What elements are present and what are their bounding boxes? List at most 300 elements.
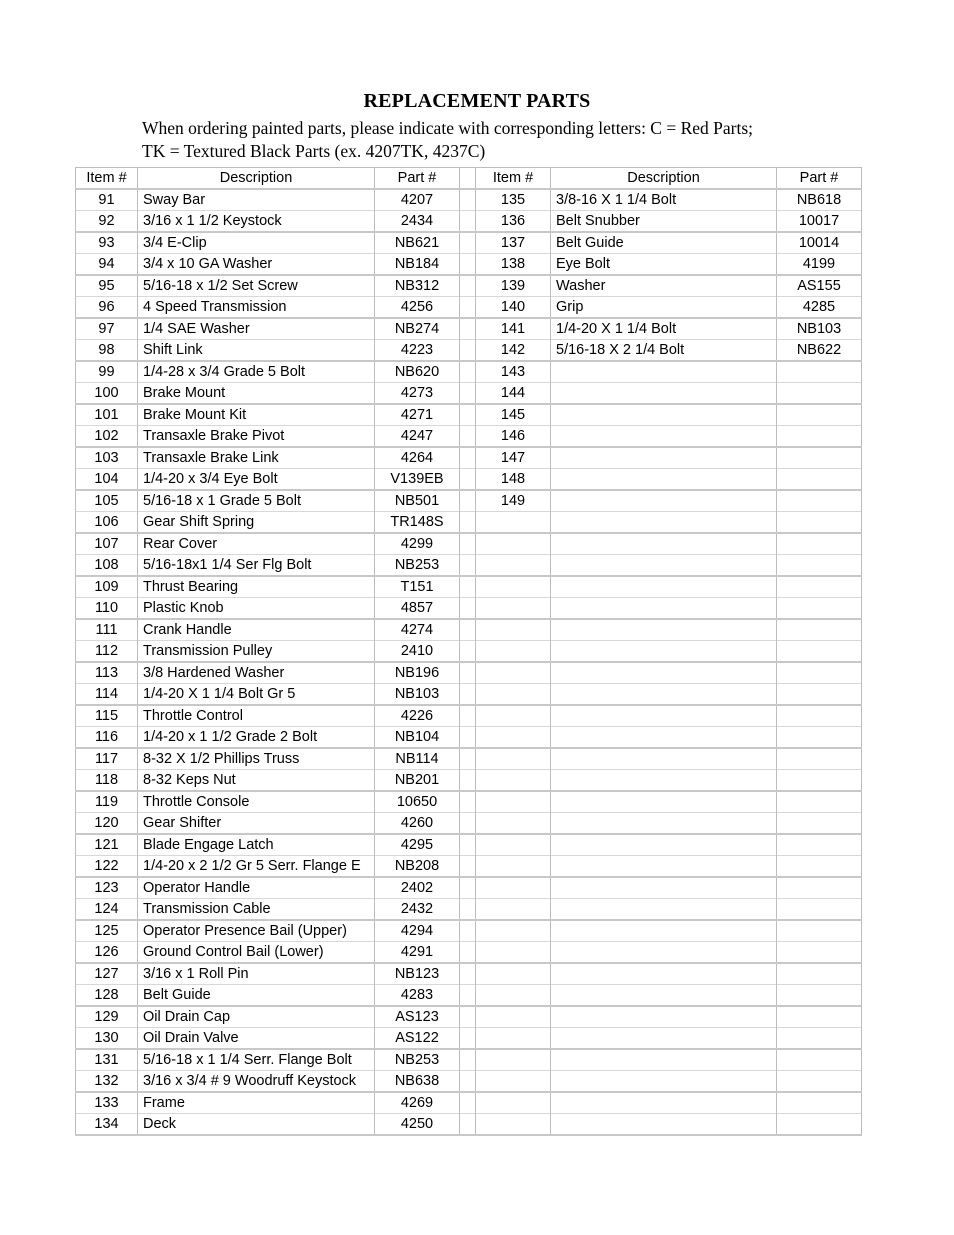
part-item-number xyxy=(476,576,551,598)
part-description xyxy=(551,748,777,770)
part-item-number: 96 xyxy=(76,297,138,319)
table-row xyxy=(76,404,862,426)
table-row xyxy=(76,1114,862,1136)
table-row xyxy=(76,856,862,878)
part-item-number: 109 xyxy=(76,576,138,598)
part-item-number: 102 xyxy=(76,426,138,448)
part-number xyxy=(777,791,862,813)
part-item-number xyxy=(476,1114,551,1136)
part-number: NB196 xyxy=(375,662,460,684)
part-description: Operator Handle xyxy=(138,877,375,899)
column-gap xyxy=(460,1028,476,1050)
table-row xyxy=(76,211,862,233)
part-number xyxy=(777,490,862,512)
part-number: NB621 xyxy=(375,232,460,254)
part-item-number xyxy=(476,856,551,878)
part-number xyxy=(777,748,862,770)
part-item-number: 97 xyxy=(76,318,138,340)
part-number: NB638 xyxy=(375,1071,460,1093)
header-description: Description xyxy=(138,168,375,190)
part-item-number: 121 xyxy=(76,834,138,856)
part-item-number: 132 xyxy=(76,1071,138,1093)
table-row xyxy=(76,426,862,448)
part-item-number: 140 xyxy=(476,297,551,319)
table-row xyxy=(76,555,862,577)
part-item-number: 122 xyxy=(76,856,138,878)
part-description: Brake Mount Kit xyxy=(138,404,375,426)
table-row xyxy=(76,1006,862,1028)
part-description xyxy=(551,512,777,534)
part-item-number: 100 xyxy=(76,383,138,405)
part-description: Gear Shifter xyxy=(138,813,375,835)
part-description: 5/16-18 X 2 1/4 Bolt xyxy=(551,340,777,362)
part-description: 1/4 SAE Washer xyxy=(138,318,375,340)
part-number xyxy=(777,619,862,641)
part-number xyxy=(777,1049,862,1071)
column-gap xyxy=(460,1114,476,1136)
table-row xyxy=(76,641,862,663)
part-description: Transaxle Brake Link xyxy=(138,447,375,469)
table-row xyxy=(76,361,862,383)
part-description: 8-32 Keps Nut xyxy=(138,770,375,792)
column-gap xyxy=(460,899,476,921)
part-number: TR148S xyxy=(375,512,460,534)
column-gap xyxy=(460,705,476,727)
part-description xyxy=(551,770,777,792)
part-number xyxy=(777,512,862,534)
part-description: Grip xyxy=(551,297,777,319)
part-number xyxy=(777,985,862,1007)
ordering-instructions-line-1: When ordering painted parts, please indicate with corresponding letters: C = Red Parts; xyxy=(142,118,754,138)
part-description xyxy=(551,383,777,405)
part-item-number xyxy=(476,963,551,985)
part-number xyxy=(777,770,862,792)
part-description: Sway Bar xyxy=(138,189,375,211)
part-number: 4207 xyxy=(375,189,460,211)
part-number: 4857 xyxy=(375,598,460,620)
part-item-number: 144 xyxy=(476,383,551,405)
column-gap xyxy=(460,555,476,577)
column-gap xyxy=(460,490,476,512)
part-item-number: 108 xyxy=(76,555,138,577)
part-number: 4274 xyxy=(375,619,460,641)
part-item-number xyxy=(476,533,551,555)
part-description xyxy=(551,555,777,577)
part-number xyxy=(777,727,862,749)
part-item-number: 127 xyxy=(76,963,138,985)
part-description xyxy=(551,899,777,921)
part-description xyxy=(551,404,777,426)
part-description xyxy=(551,641,777,663)
part-item-number: 99 xyxy=(76,361,138,383)
part-item-number: 149 xyxy=(476,490,551,512)
part-number: 4247 xyxy=(375,426,460,448)
part-number: 4294 xyxy=(375,920,460,942)
part-item-number xyxy=(476,1049,551,1071)
part-item-number: 119 xyxy=(76,791,138,813)
part-item-number xyxy=(476,512,551,534)
part-description: Frame xyxy=(138,1092,375,1114)
part-item-number xyxy=(476,985,551,1007)
column-gap xyxy=(460,426,476,448)
part-description: 3/8 Hardened Washer xyxy=(138,662,375,684)
part-description: Eye Bolt xyxy=(551,254,777,276)
part-number: 4285 xyxy=(777,297,862,319)
part-description xyxy=(551,619,777,641)
table-row xyxy=(76,684,862,706)
part-description: Transmission Pulley xyxy=(138,641,375,663)
table-row xyxy=(76,512,862,534)
column-gap xyxy=(460,211,476,233)
part-number: NB104 xyxy=(375,727,460,749)
part-item-number: 138 xyxy=(476,254,551,276)
header-part: Part # xyxy=(375,168,460,190)
part-description: Belt Guide xyxy=(551,232,777,254)
table-row xyxy=(76,275,862,297)
table-row xyxy=(76,662,862,684)
part-description: Gear Shift Spring xyxy=(138,512,375,534)
part-number xyxy=(777,834,862,856)
column-gap xyxy=(460,727,476,749)
part-description xyxy=(551,1114,777,1136)
part-number: 2410 xyxy=(375,641,460,663)
part-number xyxy=(777,555,862,577)
part-item-number xyxy=(476,555,551,577)
part-item-number xyxy=(476,942,551,964)
column-gap xyxy=(460,856,476,878)
part-description: 8-32 X 1/2 Phillips Truss xyxy=(138,748,375,770)
part-number: 4283 xyxy=(375,985,460,1007)
part-item-number: 115 xyxy=(76,705,138,727)
part-item-number: 146 xyxy=(476,426,551,448)
part-number: NB253 xyxy=(375,555,460,577)
part-description: Plastic Knob xyxy=(138,598,375,620)
parts-table-body xyxy=(76,189,862,1135)
part-item-number: 105 xyxy=(76,490,138,512)
part-item-number: 106 xyxy=(76,512,138,534)
part-item-number: 112 xyxy=(76,641,138,663)
part-number: 4223 xyxy=(375,340,460,362)
part-item-number: 145 xyxy=(476,404,551,426)
part-description: 1/4-28 x 3/4 Grade 5 Bolt xyxy=(138,361,375,383)
part-item-number xyxy=(476,770,551,792)
part-item-number: 143 xyxy=(476,361,551,383)
part-item-number: 125 xyxy=(76,920,138,942)
header-description-2: Description xyxy=(551,168,777,190)
part-number: NB123 xyxy=(375,963,460,985)
table-row xyxy=(76,770,862,792)
part-item-number xyxy=(476,619,551,641)
part-item-number: 107 xyxy=(76,533,138,555)
part-item-number xyxy=(476,1092,551,1114)
part-item-number: 94 xyxy=(76,254,138,276)
part-description xyxy=(551,684,777,706)
table-row xyxy=(76,877,862,899)
part-description: Crank Handle xyxy=(138,619,375,641)
part-item-number: 101 xyxy=(76,404,138,426)
part-item-number xyxy=(476,705,551,727)
part-description: Oil Drain Cap xyxy=(138,1006,375,1028)
header-part-2: Part # xyxy=(777,168,862,190)
part-description: Throttle Control xyxy=(138,705,375,727)
part-description: 3/16 x 1 Roll Pin xyxy=(138,963,375,985)
part-description xyxy=(551,791,777,813)
part-description xyxy=(551,469,777,491)
column-gap xyxy=(460,1092,476,1114)
part-number xyxy=(777,641,862,663)
column-gap xyxy=(460,813,476,835)
part-number xyxy=(777,684,862,706)
part-item-number: 111 xyxy=(76,619,138,641)
part-description: Oil Drain Valve xyxy=(138,1028,375,1050)
part-number: NB208 xyxy=(375,856,460,878)
part-number xyxy=(777,942,862,964)
part-description: Blade Engage Latch xyxy=(138,834,375,856)
part-item-number: 92 xyxy=(76,211,138,233)
part-number xyxy=(777,899,862,921)
part-number: NB618 xyxy=(777,189,862,211)
column-gap xyxy=(460,942,476,964)
part-number: NB274 xyxy=(375,318,460,340)
part-description xyxy=(551,576,777,598)
part-number xyxy=(777,426,862,448)
table-row xyxy=(76,619,862,641)
part-description: 1/4-20 x 2 1/2 Gr 5 Serr. Flange E xyxy=(138,856,375,878)
column-gap xyxy=(460,1049,476,1071)
part-number: 10014 xyxy=(777,232,862,254)
part-description xyxy=(551,662,777,684)
part-number: NB114 xyxy=(375,748,460,770)
table-row xyxy=(76,963,862,985)
table-row xyxy=(76,340,862,362)
part-item-number xyxy=(476,1071,551,1093)
header-item: Item # xyxy=(76,168,138,190)
part-description: 1/4-20 X 1 1/4 Bolt xyxy=(551,318,777,340)
part-description: 1/4-20 x 3/4 Eye Bolt xyxy=(138,469,375,491)
part-description xyxy=(551,942,777,964)
part-item-number xyxy=(476,834,551,856)
part-number xyxy=(777,1071,862,1093)
part-description xyxy=(551,856,777,878)
part-item-number xyxy=(476,899,551,921)
table-row xyxy=(76,748,862,770)
column-gap xyxy=(460,985,476,1007)
part-item-number: 129 xyxy=(76,1006,138,1028)
part-description xyxy=(551,963,777,985)
page-title: REPLACEMENT PARTS xyxy=(363,90,591,112)
part-number: AS122 xyxy=(375,1028,460,1050)
part-item-number: 91 xyxy=(76,189,138,211)
part-number: 4260 xyxy=(375,813,460,835)
part-item-number: 137 xyxy=(476,232,551,254)
part-number xyxy=(777,705,862,727)
table-row xyxy=(76,1071,862,1093)
column-gap xyxy=(460,232,476,254)
part-description xyxy=(551,1049,777,1071)
part-item-number xyxy=(476,791,551,813)
header-item-2: Item # xyxy=(476,168,551,190)
part-item-number: 131 xyxy=(76,1049,138,1071)
table-row xyxy=(76,920,862,942)
column-gap xyxy=(460,791,476,813)
part-number: 4256 xyxy=(375,297,460,319)
part-number xyxy=(777,447,862,469)
part-item-number: 133 xyxy=(76,1092,138,1114)
column-gap xyxy=(460,383,476,405)
part-description xyxy=(551,490,777,512)
column-gap xyxy=(460,189,476,211)
part-item-number: 95 xyxy=(76,275,138,297)
table-header-row xyxy=(76,168,862,190)
column-gap xyxy=(460,469,476,491)
parts-table-container xyxy=(75,167,861,1136)
part-item-number: 128 xyxy=(76,985,138,1007)
part-description: Thrust Bearing xyxy=(138,576,375,598)
part-number xyxy=(777,576,862,598)
part-item-number xyxy=(476,1028,551,1050)
part-item-number: 116 xyxy=(76,727,138,749)
column-gap xyxy=(460,318,476,340)
part-number xyxy=(777,598,862,620)
part-description: Shift Link xyxy=(138,340,375,362)
column-gap xyxy=(460,404,476,426)
table-row xyxy=(76,254,862,276)
part-item-number xyxy=(476,748,551,770)
part-item-number: 135 xyxy=(476,189,551,211)
part-number: NB622 xyxy=(777,340,862,362)
part-number: NB201 xyxy=(375,770,460,792)
column-gap xyxy=(460,641,476,663)
part-description xyxy=(551,447,777,469)
part-number: NB184 xyxy=(375,254,460,276)
parts-table xyxy=(75,167,862,1136)
part-number: 4291 xyxy=(375,942,460,964)
table-row xyxy=(76,598,862,620)
part-item-number: 142 xyxy=(476,340,551,362)
part-number: 10650 xyxy=(375,791,460,813)
column-gap xyxy=(460,340,476,362)
part-number xyxy=(777,533,862,555)
part-description xyxy=(551,834,777,856)
part-description: 1/4-20 X 1 1/4 Bolt Gr 5 xyxy=(138,684,375,706)
part-description xyxy=(551,877,777,899)
part-item-number xyxy=(476,877,551,899)
part-number: 2432 xyxy=(375,899,460,921)
part-description xyxy=(551,598,777,620)
part-description xyxy=(551,705,777,727)
table-row xyxy=(76,189,862,211)
column-gap xyxy=(460,512,476,534)
part-description xyxy=(551,533,777,555)
part-description: Washer xyxy=(551,275,777,297)
part-number xyxy=(777,920,862,942)
part-item-number xyxy=(476,813,551,835)
part-item-number xyxy=(476,641,551,663)
part-number xyxy=(777,856,862,878)
part-description xyxy=(551,1006,777,1028)
part-item-number xyxy=(476,662,551,684)
part-description: Belt Snubber xyxy=(551,211,777,233)
part-item-number xyxy=(476,727,551,749)
table-row xyxy=(76,813,862,835)
part-number xyxy=(777,877,862,899)
part-number xyxy=(777,1092,862,1114)
table-row xyxy=(76,791,862,813)
part-number: 4273 xyxy=(375,383,460,405)
part-item-number: 136 xyxy=(476,211,551,233)
column-gap xyxy=(460,920,476,942)
column-gap xyxy=(460,619,476,641)
part-item-number: 113 xyxy=(76,662,138,684)
part-number: 10017 xyxy=(777,211,862,233)
part-number: AS123 xyxy=(375,1006,460,1028)
part-item-number: 139 xyxy=(476,275,551,297)
part-number: NB620 xyxy=(375,361,460,383)
part-description: Brake Mount xyxy=(138,383,375,405)
part-item-number: 93 xyxy=(76,232,138,254)
part-description xyxy=(551,361,777,383)
part-description: 5/16-18x1 1/4 Ser Flg Bolt xyxy=(138,555,375,577)
part-number: NB103 xyxy=(375,684,460,706)
table-row xyxy=(76,1092,862,1114)
part-description: 5/16-18 x 1 Grade 5 Bolt xyxy=(138,490,375,512)
part-description: 3/16 x 3/4 # 9 Woodruff Keystock xyxy=(138,1071,375,1093)
part-description: 3/4 E-Clip xyxy=(138,232,375,254)
part-description xyxy=(551,1092,777,1114)
part-number: 4199 xyxy=(777,254,862,276)
part-number xyxy=(777,404,862,426)
part-number: AS155 xyxy=(777,275,862,297)
column-gap xyxy=(460,254,476,276)
part-description: Rear Cover xyxy=(138,533,375,555)
part-number xyxy=(777,813,862,835)
table-row xyxy=(76,318,862,340)
part-description: 3/4 x 10 GA Washer xyxy=(138,254,375,276)
part-number: 2434 xyxy=(375,211,460,233)
table-row xyxy=(76,232,862,254)
part-description: 3/16 x 1 1/2 Keystock xyxy=(138,211,375,233)
part-number: 2402 xyxy=(375,877,460,899)
part-item-number: 141 xyxy=(476,318,551,340)
part-item-number xyxy=(476,920,551,942)
column-gap xyxy=(460,963,476,985)
part-item-number: 110 xyxy=(76,598,138,620)
part-item-number xyxy=(476,598,551,620)
column-gap xyxy=(460,684,476,706)
part-number: 4250 xyxy=(375,1114,460,1136)
column-gap xyxy=(460,1006,476,1028)
part-number xyxy=(777,662,862,684)
part-description: 5/16-18 x 1/2 Set Screw xyxy=(138,275,375,297)
part-description xyxy=(551,727,777,749)
part-description xyxy=(551,920,777,942)
part-number: NB312 xyxy=(375,275,460,297)
part-item-number: 126 xyxy=(76,942,138,964)
column-gap xyxy=(460,662,476,684)
part-item-number: 148 xyxy=(476,469,551,491)
column-gap xyxy=(460,877,476,899)
column-gap xyxy=(460,447,476,469)
table-row xyxy=(76,490,862,512)
part-description: Transaxle Brake Pivot xyxy=(138,426,375,448)
part-number: NB501 xyxy=(375,490,460,512)
table-row xyxy=(76,1049,862,1071)
column-gap xyxy=(460,748,476,770)
part-item-number: 118 xyxy=(76,770,138,792)
part-description: 4 Speed Transmission xyxy=(138,297,375,319)
part-description: Belt Guide xyxy=(138,985,375,1007)
table-row xyxy=(76,469,862,491)
